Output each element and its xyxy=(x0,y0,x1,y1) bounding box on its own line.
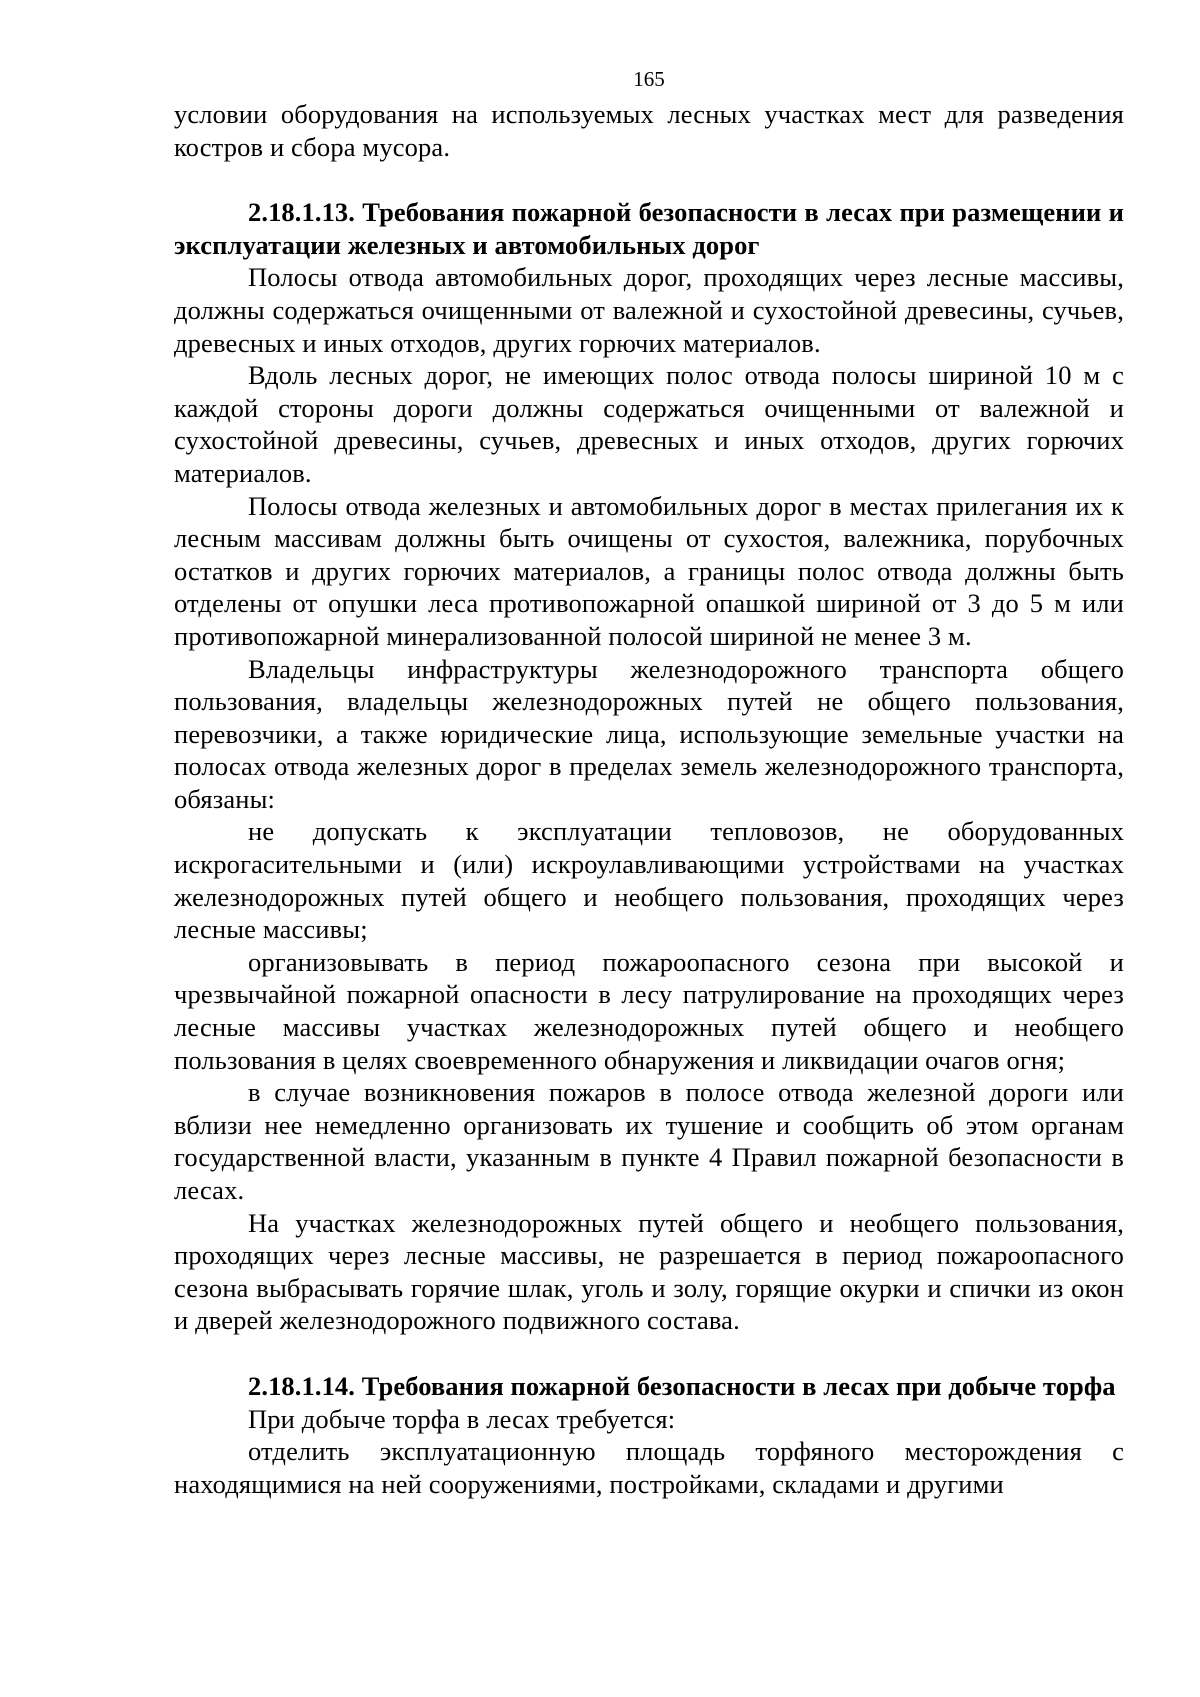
list-item-paragraph: не допускать к эксплуатации тепловозов, не оборудованных искрогасительными и (или) искроулавливающими устройствами на участках железнодорожных путей общего и необщего пользования, проходящих через лесные массивы; xyxy=(174,816,1124,945)
section-heading-2-18-1-14: 2.18.1.14. Требования пожарной безопасности в лесах при добыче торфа xyxy=(248,1370,1116,1401)
paragraph: Вдоль лесных дорог, не имеющих полос отвода полосы шириной 10 м с каждой стороны дороги должны содержаться очищенными от валежной и сухостойной древесины, сучьев, древесных и иных отходов, других горючих материалов. xyxy=(174,360,1124,488)
page-number: 165 xyxy=(633,67,665,91)
paragraph: На участках железнодорожных путей общего и необщего пользования, проходящих через лесные массивы, не разрешается в период пожароопасного сезона выбрасывать горячие шлак, уголь и золу, горящие окурки и спички из окон и дверей железнодорожного подвижного состава. xyxy=(174,1207,1124,1336)
list-item-paragraph: в случае возникновения пожаров в полосе отвода железной дороги или вблизи нее немедленно организовать их тушение и сообщить об этом органам государственной власти, указанным в пункте 4 Правил пожарной безопасности в лесах. xyxy=(174,1077,1124,1205)
section-gap xyxy=(174,163,1124,196)
paragraph: Полосы отвода железных и автомобильных дорог в местах прилегания их к лесным массивам должны быть очищены от сухостоя, валежника, порубочных остатков и других горючих материалов, а границы полос отвода должны быть отделены от опушки леса противопожарной опашкой шириной от 3 до 5 м или противопожарной минерализованной полосой шириной не менее 3 м. xyxy=(174,490,1124,651)
paragraph: отделить эксплуатационную площадь торфяного месторождения с находящимися на ней сооружениями, постройками, складами и другими xyxy=(174,1436,1124,1499)
paragraph: Владельцы инфраструктуры железнодорожного транспорта общего пользования, владельцы железнодорожных путей не общего пользования, перевозчики, а также юридические лица, использующие земельные участки на полосах отвода железных дорог в пределах земель железнодорожного транспорта, обязаны: xyxy=(174,653,1124,814)
section-heading-2-18-1-13: 2.18.1.13. Требования пожарной безопасности в лесах при размещении и эксплуатации железных и автомобильных дорог xyxy=(174,197,1124,260)
paragraph: Полосы отвода автомобильных дорог, проходящих через лесные массивы, должны содержаться очищенными от валежной и сухостойной древесины, сучьев, древесных и иных отходов, других горючих материалов. xyxy=(174,262,1124,358)
section-gap xyxy=(174,1337,1124,1370)
paragraph: При добыче торфа в лесах требуется: xyxy=(248,1403,676,1434)
document-page xyxy=(174,66,1124,1500)
intro-paragraph: условии оборудования на используемых лесных участках мест для разведения костров и сбора мусора. xyxy=(174,99,1124,162)
list-item-paragraph: организовывать в период пожароопасного сезона при высокой и чрезвычайной пожарной опасности в лесу патрулирование на проходящих через лесные массивы участках железнодорожных путей общего и необщего пользования в целях своевременного обнаружения и ликвидации очагов огня; xyxy=(174,946,1124,1075)
